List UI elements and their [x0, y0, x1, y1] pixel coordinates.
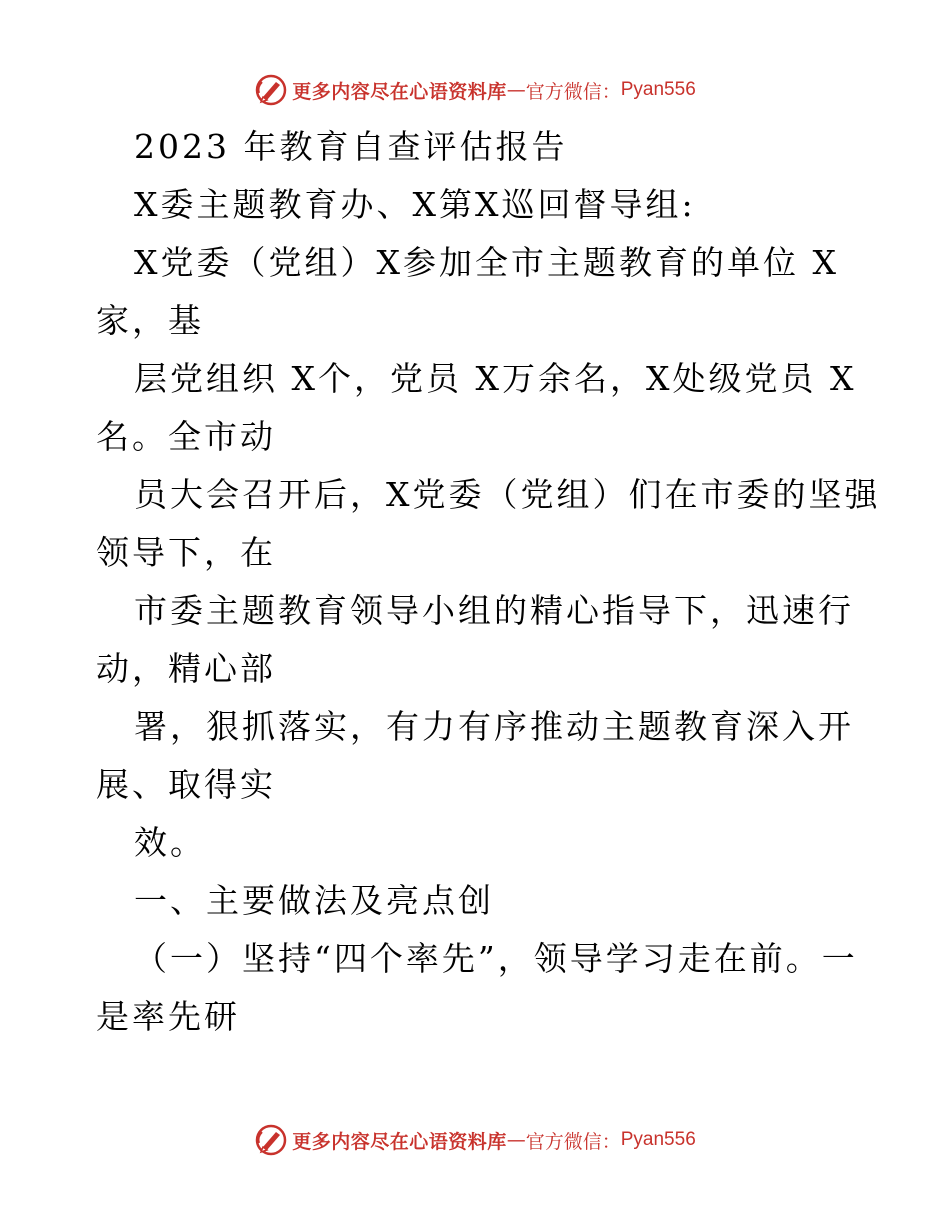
document-line: 层党组织 X个，党员 X万余名，X处级党员 X	[134, 359, 857, 398]
watermark-text: 更多内容尽在心语资料库	[292, 1130, 507, 1153]
watermark-wechat-id: Pyan556	[620, 1129, 696, 1150]
document-line: 署，狠抓落实，有力有序推动主题教育深入开	[134, 707, 854, 746]
document-line: 市委主题教育领导小组的精心指导下，迅速行	[134, 591, 854, 630]
document-line: 展、取得实	[96, 765, 276, 804]
document-line: （一）坚持“四个率先”，领导学习走在前。一	[134, 939, 858, 978]
watermark-wechat-label: 官方微信：	[525, 1130, 621, 1153]
section-heading: 一、主要做法及亮点创	[134, 881, 494, 920]
document-line: 员大会召开后，X党委（党组）们在市委的坚强	[134, 475, 881, 514]
document-line: 名。全市动	[96, 417, 276, 456]
document-line: 领导下，在	[96, 533, 276, 572]
watermark-wechat-id: Pyan556	[620, 79, 696, 100]
document-title: 2023 年教育自查评估报告	[134, 127, 568, 166]
document-line: X党委（党组）X参加全市主题教育的单位 X	[134, 243, 839, 282]
watermark-banner-bottom	[0, 1122, 950, 1158]
document-line: 家，基	[96, 301, 204, 340]
document-line: 动，精心部	[96, 649, 276, 688]
pen-logo-icon	[254, 73, 288, 107]
watermark-dash: —	[506, 1129, 526, 1151]
watermark-wechat-label: 官方微信：	[525, 80, 621, 103]
document-line: 效。	[134, 823, 206, 862]
watermark-dash: —	[506, 79, 526, 101]
document-line: X委主题教育办、X第X巡回督导组:	[134, 185, 696, 224]
watermark-text: 更多内容尽在心语资料库	[292, 80, 507, 103]
watermark-banner-top	[0, 72, 950, 108]
document-line: 是率先研	[96, 997, 240, 1036]
pen-logo-icon	[254, 1123, 288, 1157]
